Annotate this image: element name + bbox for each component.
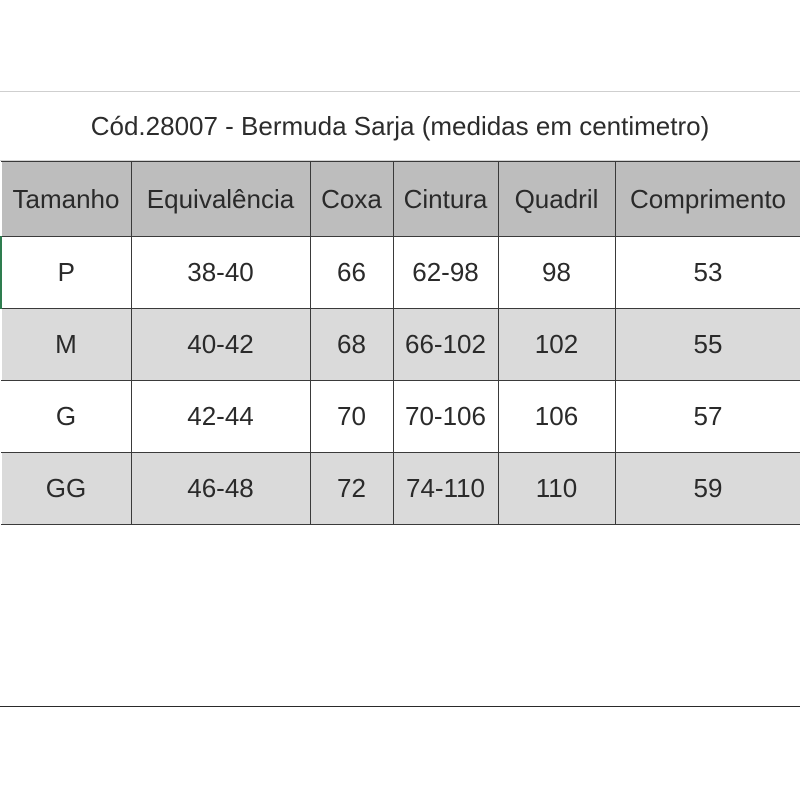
cell-quadril: 98: [498, 237, 615, 309]
table-row: [1, 237, 800, 309]
cell-equivalencia: 38-40: [131, 237, 310, 309]
cell-coxa: 70: [310, 381, 393, 453]
cell-cintura: 66-102: [393, 309, 498, 381]
cell-equivalencia: 46-48: [131, 453, 310, 525]
cell-quadril: 110: [498, 453, 615, 525]
header-tamanho: Tamanho: [1, 162, 131, 237]
cell-comprimento: 53: [615, 237, 800, 309]
cell-cintura: 70-106: [393, 381, 498, 453]
cell-coxa: 72: [310, 453, 393, 525]
cell-quadril: 102: [498, 309, 615, 381]
cell-coxa: 66: [310, 237, 393, 309]
header-equivalencia: Equivalência: [131, 162, 310, 237]
table-header-row: [1, 162, 800, 237]
cell-tamanho: GG: [1, 453, 131, 525]
cell-equivalencia: 40-42: [131, 309, 310, 381]
cell-quadril: 106: [498, 381, 615, 453]
table-row: [1, 381, 800, 453]
table-row: [1, 453, 800, 525]
cell-comprimento: 55: [615, 309, 800, 381]
size-chart: [0, 91, 800, 525]
table-row: [1, 309, 800, 381]
cell-comprimento: 59: [615, 453, 800, 525]
cell-coxa: 68: [310, 309, 393, 381]
cell-comprimento: 57: [615, 381, 800, 453]
cell-tamanho: M: [1, 309, 131, 381]
cell-tamanho[interactable]: P: [1, 237, 131, 309]
header-cintura: Cintura: [393, 162, 498, 237]
cell-cintura: 74-110: [393, 453, 498, 525]
header-comprimento: Comprimento: [615, 162, 800, 237]
chart-title: Cód.28007 - Bermuda Sarja (medidas em centimetro): [0, 92, 800, 161]
cell-equivalencia: 42-44: [131, 381, 310, 453]
divider-line: [0, 706, 800, 707]
cell-cintura: 62-98: [393, 237, 498, 309]
cell-tamanho: G: [1, 381, 131, 453]
header-coxa: Coxa: [310, 162, 393, 237]
header-quadril: Quadril: [498, 162, 615, 237]
size-table: [0, 161, 800, 525]
